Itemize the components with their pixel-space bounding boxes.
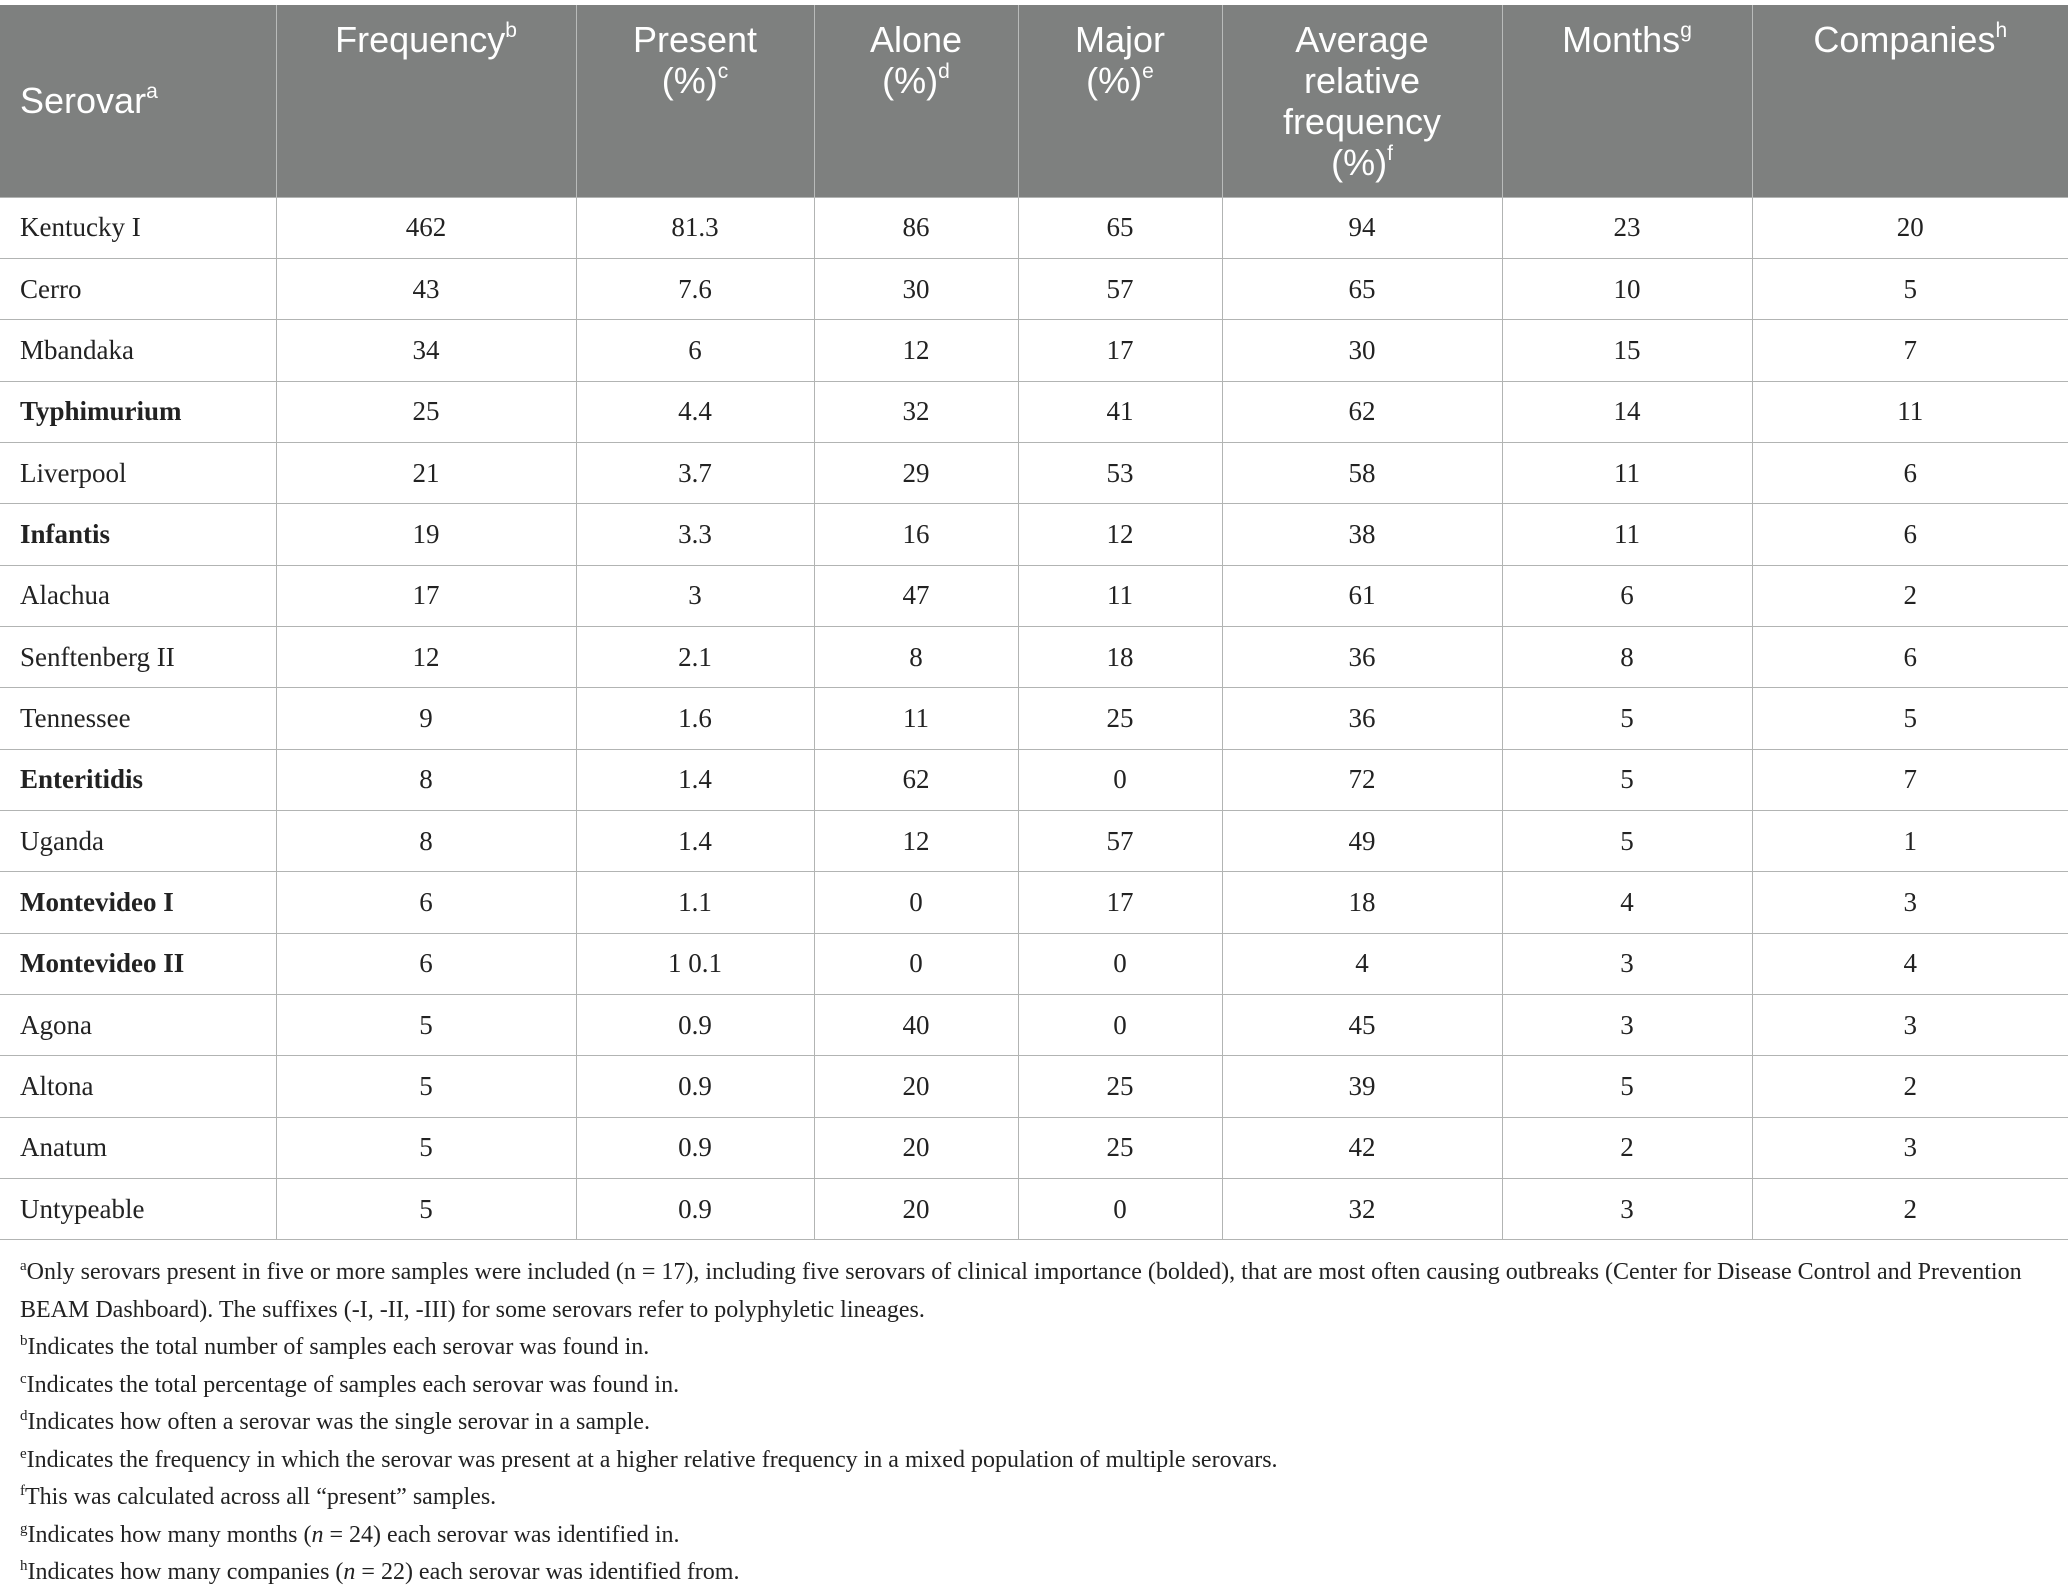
cell-average-relative-frequency: 30 <box>1222 320 1502 381</box>
cell-serovar: Agona <box>0 994 276 1055</box>
cell-serovar: Montevideo II <box>0 933 276 994</box>
cell-months: 14 <box>1502 381 1752 442</box>
cell-average-relative-frequency: 39 <box>1222 1056 1502 1117</box>
header-serovar: Serovar$^a$ <box>0 5 276 197</box>
cell-present: 0.9 <box>576 1179 814 1240</box>
cell-average-relative-frequency: 62 <box>1222 381 1502 442</box>
footnote-h: $^h$Indicates how many companies (n = 22) each serovar was identified from. <box>20 1558 740 1585</box>
cell-frequency: 5 <box>276 1056 576 1117</box>
cell-serovar: Untypeable <box>0 1179 276 1240</box>
cell-months: 8 <box>1502 626 1752 687</box>
header-companies: Companies$^h$ <box>1752 5 2068 197</box>
cell-companies: 7 <box>1752 749 2068 810</box>
cell-present: 1.1 <box>576 872 814 933</box>
cell-average-relative-frequency: 36 <box>1222 626 1502 687</box>
cell-alone: 20 <box>814 1179 1018 1240</box>
header-months: Months$^g$ <box>1502 5 1752 197</box>
cell-frequency: 5 <box>276 994 576 1055</box>
cell-frequency: 5 <box>276 1117 576 1178</box>
cell-companies: 3 <box>1752 872 2068 933</box>
cell-serovar: Alachua <box>0 565 276 626</box>
cell-average-relative-frequency: 32 <box>1222 1179 1502 1240</box>
cell-alone: 12 <box>814 810 1018 871</box>
cell-months: 5 <box>1502 749 1752 810</box>
cell-frequency: 6 <box>276 872 576 933</box>
cell-present: 4.4 <box>576 381 814 442</box>
cell-companies: 7 <box>1752 320 2068 381</box>
cell-companies: 2 <box>1752 565 2068 626</box>
cell-present: 3.3 <box>576 504 814 565</box>
cell-major: 17 <box>1018 320 1222 381</box>
cell-companies: 6 <box>1752 504 2068 565</box>
cell-average-relative-frequency: 45 <box>1222 994 1502 1055</box>
table-row <box>0 994 2068 1055</box>
cell-major: 25 <box>1018 1117 1222 1178</box>
cell-major: 0 <box>1018 933 1222 994</box>
table-footnotes <box>20 1254 2050 1592</box>
serovar-table <box>0 5 2068 1240</box>
cell-companies: 3 <box>1752 1117 2068 1178</box>
cell-companies: 5 <box>1752 258 2068 319</box>
cell-frequency: 6 <box>276 933 576 994</box>
cell-present: 7.6 <box>576 258 814 319</box>
cell-major: 12 <box>1018 504 1222 565</box>
cell-average-relative-frequency: 61 <box>1222 565 1502 626</box>
cell-months: 5 <box>1502 1056 1752 1117</box>
cell-major: 0 <box>1018 749 1222 810</box>
cell-present: 1 0.1 <box>576 933 814 994</box>
table-row <box>0 504 2068 565</box>
cell-companies: 1 <box>1752 810 2068 871</box>
cell-major: 11 <box>1018 565 1222 626</box>
header-major: Major (%)$^e$ <box>1018 5 1222 197</box>
table-row <box>0 320 2068 381</box>
cell-major: 41 <box>1018 381 1222 442</box>
cell-companies: 4 <box>1752 933 2068 994</box>
cell-average-relative-frequency: 49 <box>1222 810 1502 871</box>
cell-months: 5 <box>1502 810 1752 871</box>
cell-alone: 86 <box>814 197 1018 258</box>
cell-serovar: Mbandaka <box>0 320 276 381</box>
cell-average-relative-frequency: 38 <box>1222 504 1502 565</box>
cell-companies: 2 <box>1752 1056 2068 1117</box>
cell-major: 0 <box>1018 994 1222 1055</box>
cell-present: 3 <box>576 565 814 626</box>
table-row <box>0 626 2068 687</box>
cell-serovar: Liverpool <box>0 442 276 503</box>
cell-present: 1.6 <box>576 688 814 749</box>
table-row <box>0 933 2068 994</box>
cell-months: 6 <box>1502 565 1752 626</box>
footnote-c: $^c$Indicates the total percentage of samples each serovar was found in. <box>20 1370 680 1398</box>
table-row <box>0 810 2068 871</box>
cell-serovar: Typhimurium <box>0 381 276 442</box>
cell-major: 25 <box>1018 688 1222 749</box>
cell-serovar: Montevideo I <box>0 872 276 933</box>
cell-present: 1.4 <box>576 810 814 871</box>
cell-alone: 12 <box>814 320 1018 381</box>
cell-serovar: Cerro <box>0 258 276 319</box>
header-frequency: Frequency$^b$ <box>276 5 576 197</box>
cell-serovar: Enteritidis <box>0 749 276 810</box>
cell-companies: 3 <box>1752 994 2068 1055</box>
cell-months: 3 <box>1502 933 1752 994</box>
footnote-e: $^e$Indicates the frequency in which the serovar was present at a higher relative frequency in a mixed population of multiple serovars. <box>20 1445 1278 1473</box>
header-alone: Alone (%)$^d$ <box>814 5 1018 197</box>
cell-months: 3 <box>1502 994 1752 1055</box>
cell-serovar: Uganda <box>0 810 276 871</box>
cell-present: 81.3 <box>576 197 814 258</box>
cell-months: 11 <box>1502 442 1752 503</box>
cell-alone: 16 <box>814 504 1018 565</box>
cell-alone: 32 <box>814 381 1018 442</box>
cell-frequency: 462 <box>276 197 576 258</box>
table-row <box>0 197 2068 258</box>
table-row <box>0 565 2068 626</box>
cell-average-relative-frequency: 36 <box>1222 688 1502 749</box>
cell-major: 53 <box>1018 442 1222 503</box>
cell-serovar: Kentucky I <box>0 197 276 258</box>
cell-frequency: 34 <box>276 320 576 381</box>
table-row <box>0 688 2068 749</box>
cell-serovar: Senftenberg II <box>0 626 276 687</box>
header-row <box>0 5 2068 197</box>
table-row <box>0 1179 2068 1240</box>
cell-companies: 11 <box>1752 381 2068 442</box>
footnote-g: $^g$Indicates how many months (n = 24) each serovar was identified in. <box>20 1520 680 1548</box>
cell-present: 0.9 <box>576 1117 814 1178</box>
cell-frequency: 8 <box>276 810 576 871</box>
table-row <box>0 872 2068 933</box>
cell-average-relative-frequency: 94 <box>1222 197 1502 258</box>
cell-present: 6 <box>576 320 814 381</box>
cell-frequency: 17 <box>276 565 576 626</box>
cell-major: 25 <box>1018 1056 1222 1117</box>
table-row <box>0 749 2068 810</box>
cell-average-relative-frequency: 18 <box>1222 872 1502 933</box>
cell-frequency: 21 <box>276 442 576 503</box>
cell-present: 3.7 <box>576 442 814 503</box>
cell-months: 5 <box>1502 688 1752 749</box>
cell-alone: 30 <box>814 258 1018 319</box>
cell-serovar: Tennessee <box>0 688 276 749</box>
cell-average-relative-frequency: 58 <box>1222 442 1502 503</box>
footnote-d: $^d$Indicates how often a serovar was the single serovar in a sample. <box>20 1408 650 1435</box>
cell-serovar: Anatum <box>0 1117 276 1178</box>
cell-frequency: 12 <box>276 626 576 687</box>
cell-average-relative-frequency: 42 <box>1222 1117 1502 1178</box>
cell-alone: 20 <box>814 1056 1018 1117</box>
cell-months: 4 <box>1502 872 1752 933</box>
table-row <box>0 381 2068 442</box>
cell-present: 2.1 <box>576 626 814 687</box>
cell-months: 2 <box>1502 1117 1752 1178</box>
cell-alone: 0 <box>814 933 1018 994</box>
cell-major: 65 <box>1018 197 1222 258</box>
cell-frequency: 25 <box>276 381 576 442</box>
cell-months: 15 <box>1502 320 1752 381</box>
footnote-a: $^a$Only serovars present in five or more samples were included (n = 17), including five serovars of clinical importance (bolded), that are most often causing outbreaks (Center for Disease Control and Prevention BEAM Dashboard). The suffixes (-I, -II, -III) for some serovars refer to polyphyletic lineages. <box>20 1258 2022 1323</box>
cell-companies: 5 <box>1752 688 2068 749</box>
table-row <box>0 1117 2068 1178</box>
cell-frequency: 5 <box>276 1179 576 1240</box>
cell-serovar: Altona <box>0 1056 276 1117</box>
cell-major: 17 <box>1018 872 1222 933</box>
cell-frequency: 9 <box>276 688 576 749</box>
table-row <box>0 442 2068 503</box>
cell-serovar: Infantis <box>0 504 276 565</box>
table-row <box>0 258 2068 319</box>
cell-alone: 11 <box>814 688 1018 749</box>
cell-companies: 2 <box>1752 1179 2068 1240</box>
serovar-table-container <box>0 5 2068 1240</box>
cell-alone: 0 <box>814 872 1018 933</box>
cell-frequency: 8 <box>276 749 576 810</box>
cell-alone: 40 <box>814 994 1018 1055</box>
cell-major: 57 <box>1018 810 1222 871</box>
cell-alone: 62 <box>814 749 1018 810</box>
cell-alone: 47 <box>814 565 1018 626</box>
cell-major: 0 <box>1018 1179 1222 1240</box>
cell-average-relative-frequency: 4 <box>1222 933 1502 994</box>
cell-companies: 20 <box>1752 197 2068 258</box>
footnote-b: $^b$Indicates the total number of samples each serovar was found in. <box>20 1333 650 1360</box>
cell-alone: 20 <box>814 1117 1018 1178</box>
cell-companies: 6 <box>1752 626 2068 687</box>
cell-companies: 6 <box>1752 442 2068 503</box>
cell-major: 18 <box>1018 626 1222 687</box>
cell-months: 3 <box>1502 1179 1752 1240</box>
cell-alone: 8 <box>814 626 1018 687</box>
cell-average-relative-frequency: 72 <box>1222 749 1502 810</box>
cell-frequency: 43 <box>276 258 576 319</box>
table-row <box>0 1056 2068 1117</box>
cell-major: 57 <box>1018 258 1222 319</box>
cell-present: 0.9 <box>576 994 814 1055</box>
cell-average-relative-frequency: 65 <box>1222 258 1502 319</box>
cell-present: 0.9 <box>576 1056 814 1117</box>
header-average-relative-frequency: Average relative frequency (%)$^f$ <box>1222 5 1502 197</box>
cell-frequency: 19 <box>276 504 576 565</box>
cell-months: 11 <box>1502 504 1752 565</box>
header-present: Present (%)$^c$ <box>576 5 814 197</box>
cell-alone: 29 <box>814 442 1018 503</box>
cell-months: 10 <box>1502 258 1752 319</box>
footnote-f: $^f$This was calculated across all “present” samples. <box>20 1483 497 1510</box>
cell-months: 23 <box>1502 197 1752 258</box>
cell-present: 1.4 <box>576 749 814 810</box>
